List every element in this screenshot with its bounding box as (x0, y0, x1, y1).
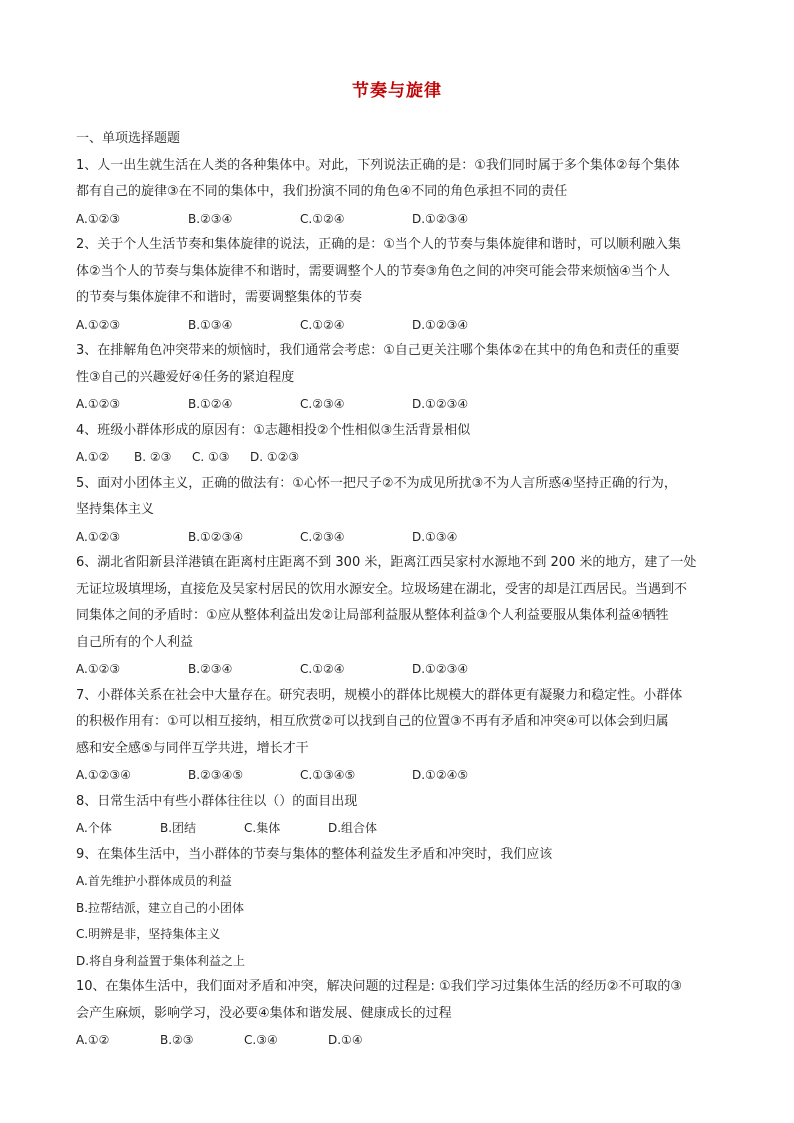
option-a: A.①②③ (76, 529, 121, 544)
option-c: C.集体 (244, 821, 281, 835)
question-text-line: 5、面对小团体主义，正确的做法有：①心怀一把尺子②不为成见所扰③不为人言所惑④坚持正确的行为， (76, 475, 677, 491)
option-c: C.①②④ (300, 662, 345, 676)
option-a: A.①② (76, 450, 110, 464)
option-d: D.组合体 (328, 821, 378, 835)
option-c: C.①②④ (300, 317, 345, 332)
option-a: A.①②③ (76, 397, 121, 411)
question-10 (76, 974, 732, 1054)
question-text-line: 4、班级小群体形成的原因有：①志趣相投②个性相似③生活背景相似 (76, 422, 471, 438)
question-text-line: 7、小群体关系在社会中大量存在。研究表明，规模小的群体比规模大的群体更有凝聚力和稳定性。小群体 (76, 687, 683, 703)
option-d: D.①②③④ (412, 397, 469, 411)
option-a: A.①②③ (76, 662, 121, 676)
question-5 (76, 471, 732, 551)
question-text-line: 6、湖北省阳新县洋港镇在距离村庄距离不到 300 米，距离江西吴家村水源地不到 200 米的地方，建了一处 (76, 555, 697, 570)
option-b: B.②③④ (188, 211, 233, 226)
option-b: B.①②④ (188, 397, 233, 411)
section-heading: 一、单项选择题题 (76, 131, 181, 146)
option-b: B.拉帮结派，建立自己的小团体 (76, 900, 245, 915)
question-8 (76, 789, 732, 842)
question-text-line: 同集体之间的矛盾时：①应从整体利益出发②让局部利益服从整体利益③个人利益要服从集体利益④牺牲 (76, 608, 669, 623)
document-title: 节奏与旋律 (352, 81, 442, 101)
answer-options (76, 762, 732, 789)
question-7 (76, 683, 732, 789)
question-text-line: 8、日常生活中有些小群体往往以（）的面目出现 (76, 793, 358, 809)
question-text-line: 体②当个人的节奏与集体旋律不和谐时，需要调整个人的节奏③角色之间的冲突可能会带来烦恼④当个人 (76, 263, 670, 279)
question-2 (76, 232, 732, 338)
document-body (76, 126, 732, 1054)
option-a: A.①②③ (76, 317, 121, 332)
question-text-line: 的积极作用有：①可以相互接纳，相互欣赏②可以找到自己的位置③不再有矛盾和冲突④可以体会到归属 (76, 714, 669, 729)
answer-options (76, 815, 732, 842)
answer-options (76, 444, 732, 471)
answer-options (76, 524, 732, 551)
option-d: D.①③④ (412, 529, 458, 544)
question-text-line: 的节奏与集体旋律不和谐时，需要调整集体的节奏 (76, 290, 363, 305)
option-c: C.③④ (244, 1033, 278, 1047)
option-c: C.①③④⑤ (300, 768, 356, 782)
answer-options (76, 312, 732, 339)
option-b: B.②③④⑤ (188, 768, 244, 782)
option-d: D. ①②③ (250, 450, 300, 464)
option-a: A.首先维护小群体成员的利益 (76, 874, 232, 888)
option-c: C. ①③ (192, 450, 230, 464)
question-text-line: 3、在排解角色冲突带来的烦恼时，我们通常会考虑：①自己更关注哪个集体②在其中的角色和责任的重要 (76, 343, 680, 358)
question-text-line: 2、关于个人生活节奏和集体旋律的说法，正确的是：①当个人的节奏与集体旋律和谐时，可以顺利融入集 (76, 237, 681, 252)
question-text-line: 性③自己的兴趣爱好④任务的紧迫程度 (76, 369, 295, 385)
question-1 (76, 153, 732, 233)
option-c: C.②③④ (300, 529, 345, 544)
answer-options (76, 656, 732, 683)
option-b: B.团结 (160, 821, 197, 835)
question-text-line: 会产生麻烦，影响学习，没必要④集体和谐发展、健康成长的过程 (76, 1005, 452, 1021)
option-a: A.个体 (76, 821, 112, 835)
answer-options (76, 206, 732, 233)
option-d: D.①②③④ (412, 211, 469, 226)
option-b: B.②③ (160, 1033, 194, 1047)
question-text-line: 都有自己的旋律③在不同的集体中，我们扮演不同的角色④不同的角色承担不同的责任 (76, 184, 568, 199)
question-9 (76, 842, 732, 975)
option-d: D.将自身利益置于集体利益之上 (76, 953, 246, 968)
option-d: D.①②③④ (412, 662, 469, 676)
question-text-line: 自己所有的个人利益 (76, 634, 194, 650)
option-a: A.①②③④ (76, 768, 131, 782)
question-3 (76, 338, 732, 418)
question-text-line: 感和安全感⑤与同伴互学共进，增长才干 (76, 740, 309, 756)
question-6 (76, 550, 732, 683)
option-b: B.②③④ (188, 662, 233, 676)
option-c: C.明辨是非，坚持集体主义 (76, 927, 221, 941)
option-a: A.①② (76, 1033, 110, 1047)
option-d: D.①④ (328, 1033, 363, 1047)
question-text-line: 9、在集体生活中，当小群体的节奏与集体的整体利益发生矛盾和冲突时，我们应该 (76, 846, 553, 862)
question-text-line: 10、在集体生活中，我们面对矛盾和冲突，解决问题的过程是: ①我们学习过集体生活的经历②不可取的③ (76, 979, 683, 994)
option-a: A.①②③ (76, 211, 121, 226)
answer-options (76, 391, 732, 418)
option-c: C.①②④ (300, 211, 345, 226)
option-d: D.①②④⑤ (412, 768, 469, 782)
question-text-line: 坚持集体主义 (76, 502, 155, 517)
option-b: B.①②③④ (188, 529, 244, 544)
option-b: B. ②③ (134, 450, 172, 464)
answer-options (76, 1027, 732, 1054)
option-c: C.②③④ (300, 397, 345, 411)
question-text-line: 1、人一出生就生活在人类的各种集体中。对此，下列说法正确的是：①我们同时属于多个集体②每个集体 (76, 157, 680, 173)
option-d: D.①②③④ (412, 317, 469, 332)
option-b: B.①③④ (188, 317, 233, 332)
question-4 (76, 418, 732, 471)
question-text-line: 无证垃圾填埋场，直接危及吴家村居民的饮用水源安全。垃圾场建在湖北，受害的却是江西居民。当遇到不 (76, 581, 688, 597)
